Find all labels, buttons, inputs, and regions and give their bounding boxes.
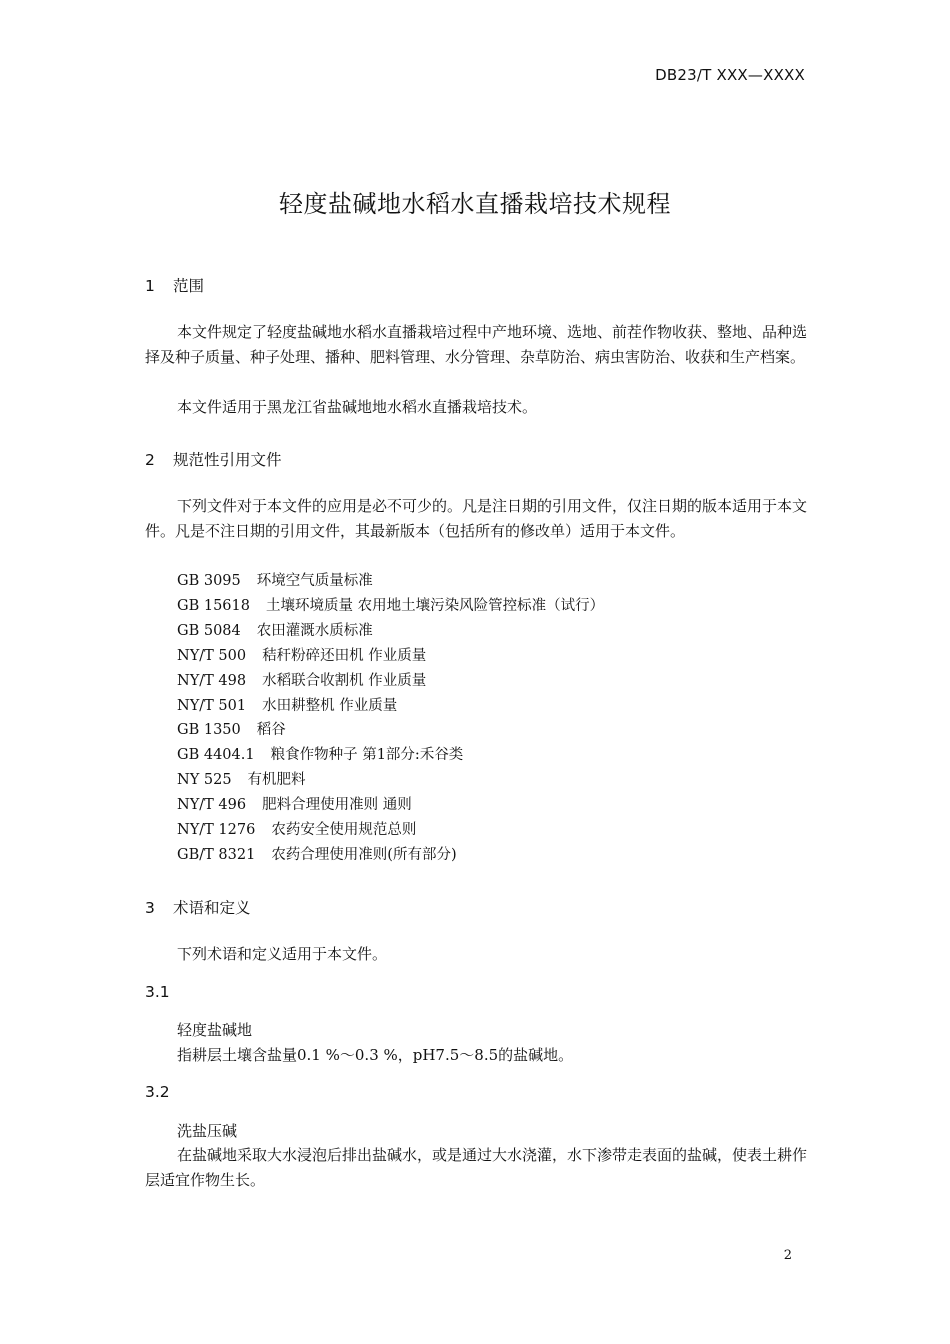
normative-references-list: [177, 569, 604, 868]
section-title: 范围: [173, 277, 205, 295]
section-title: 规范性引用文件: [173, 451, 282, 469]
section-2-paragraph-1: 下列文件对于本文件的应用是必不可少的。凡是注日期的引用文件，仅注日期的版本适用于本文件。凡是不注日期的引用文件，其最新版本（包括所有的修改单）适用于本文件。: [145, 497, 808, 540]
reference-name: 肥料合理使用准则 通则: [262, 797, 412, 814]
section-number: 1: [145, 277, 155, 295]
page-number: 2: [783, 1248, 792, 1263]
reference-item: [177, 569, 604, 594]
term-3-1-definition: 指耕层土壤含盐量0.1 %～0.3 %，pH7.5～8.5的盐碱地。: [177, 1046, 574, 1064]
document-title: 轻度盐碱地水稻水直播栽培技术规程: [279, 190, 671, 218]
section-3-paragraph-1: 下列术语和定义适用于本文件。: [177, 945, 388, 963]
reference-code: NY/T 1276: [177, 822, 256, 839]
reference-item: [177, 793, 604, 818]
reference-code: NY/T 496: [177, 797, 247, 814]
section-title: 术语和定义: [173, 899, 251, 917]
reference-item: [177, 743, 604, 768]
section-1-paragraph-1: 本文件规定了轻度盐碱地水稻水直播栽培过程中产地环境、选地、前茬作物收获、整地、品种选择及种子质量、种子处理、播种、肥料管理、水分管理、杂草防治、病虫害防治、收获和生产档案。: [145, 323, 808, 366]
reference-name: 农田灌溉水质标准: [256, 622, 373, 639]
reference-name: 秸秆粉碎还田机 作业质量: [262, 647, 427, 664]
reference-code: GB/T 8321: [177, 846, 256, 863]
section-number: 2: [145, 451, 155, 469]
reference-name: 稻谷: [256, 722, 286, 739]
reference-code: GB 5084: [177, 622, 241, 639]
section-1-heading: [145, 274, 204, 296]
reference-name: 水田耕整机 作业质量: [262, 697, 398, 714]
section-3-heading: [145, 896, 251, 918]
term-3-2-definition: 在盐碱地采取大水浸泡后排出盐碱水，或是通过大水浇灌，水下渗带走表面的盐碱，使表土耕作层适宜作物生长。: [145, 1146, 808, 1189]
reference-name: 水稻联合收割机 作业质量: [262, 672, 427, 689]
reference-code: GB 1350: [177, 722, 241, 739]
reference-name: 农药安全使用规范总则: [271, 822, 417, 839]
reference-name: 粮食作物种子 第1部分:禾谷类: [270, 747, 464, 764]
reference-item: [177, 594, 604, 619]
reference-item: [177, 843, 604, 868]
document-code: DB23/T XXX—XXXX: [655, 66, 805, 84]
reference-item: [177, 694, 604, 719]
term-3-1-name: 轻度盐碱地: [177, 1021, 253, 1039]
reference-item: [177, 718, 604, 743]
reference-code: NY 525: [177, 772, 232, 789]
term-3-1-number: 3.1: [145, 983, 170, 1001]
reference-item: [177, 619, 604, 644]
term-3-2-number: 3.2: [145, 1083, 170, 1101]
section-2-heading: [145, 448, 282, 470]
section-1-paragraph-2: 本文件适用于黑龙江省盐碱地地水稻水直播栽培技术。: [177, 398, 538, 416]
reference-code: GB 3095: [177, 573, 241, 589]
reference-code: NY/T 498: [177, 672, 247, 689]
reference-name: 环境空气质量标准: [256, 573, 373, 589]
reference-code: NY/T 500: [177, 647, 247, 664]
reference-code: NY/T 501: [177, 697, 247, 714]
reference-code: GB 15618: [177, 597, 250, 614]
reference-item: [177, 818, 604, 843]
reference-name: 农药合理使用准则(所有部分): [271, 846, 457, 863]
section-number: 3: [145, 899, 155, 917]
reference-item: [177, 669, 604, 694]
reference-name: 有机肥料: [247, 772, 306, 789]
reference-name: 土壤环境质量 农用地土壤污染风险管控标准（试行）: [265, 597, 605, 614]
term-3-2-name: 洗盐压碱: [177, 1122, 238, 1140]
reference-item: [177, 644, 604, 669]
reference-code: GB 4404.1: [177, 747, 255, 764]
reference-item: [177, 768, 604, 793]
